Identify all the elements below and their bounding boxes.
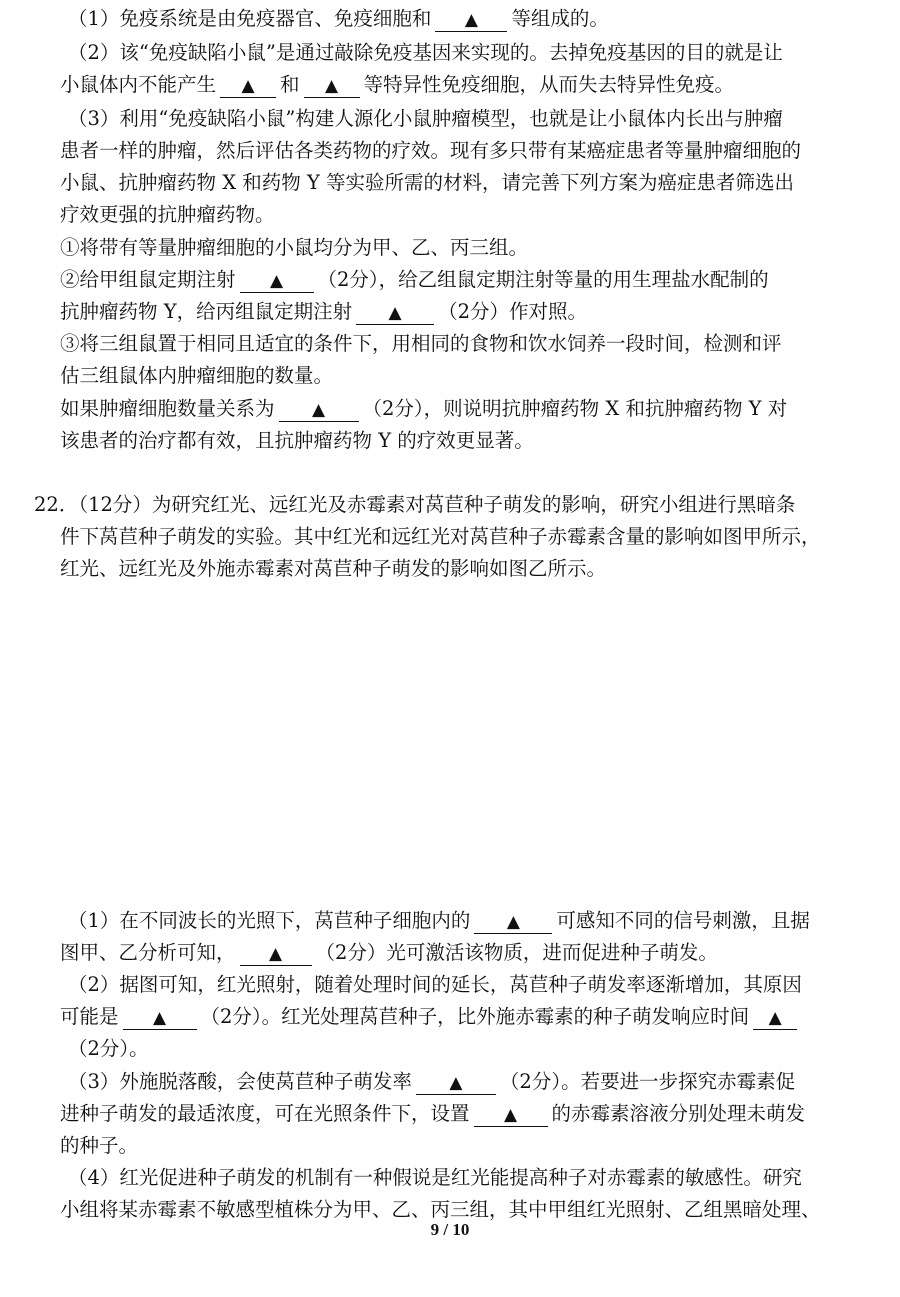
q22-part2-line2: 可能是 ▲ （2分）。红光处理莴苣种子，比外施赤霉素的种子萌发响应时间 ▲: [60, 1002, 801, 1032]
answer-blank[interactable]: ▲: [356, 301, 434, 325]
q22-intro-line3: 红光、远红光及外施赤霉素对莴苣种子萌发的影响如图乙所示。: [60, 557, 607, 580]
answer-blank[interactable]: ▲: [474, 1103, 548, 1127]
figure-area-blank: [60, 590, 850, 890]
q21-part2-line2: 小鼠体内不能产生 ▲ 和 ▲ 等特异性免疫细胞，从而失去特异性免疫。: [60, 73, 735, 96]
q21-part3-line4: 疗效更强的抗肿瘤药物。: [60, 203, 275, 226]
q21-step2-line1: ②给甲组鼠定期注射 ▲ （2分），给乙组鼠定期注射等量的用生理盐水配制的: [60, 268, 769, 291]
answer-blank[interactable]: ▲: [220, 74, 276, 98]
q21-part2-line1: （2）该“免疫缺陷小鼠”是通过敲除免疫基因来实现的。去掉免疫基因的目的就是让: [68, 41, 783, 64]
answer-blank[interactable]: ▲: [240, 942, 312, 966]
q22-part2-line3: （2分）。: [68, 1037, 149, 1060]
page-number: 9 / 10: [430, 1220, 470, 1239]
q22-part1-line2: 图甲、乙分析可知， ▲ （2分）光可激活该物质，进而促进种子萌发。: [60, 941, 718, 964]
q21-part3-line3: 小鼠、抗肿瘤药物 X 和药物 Y 等实验所需的材料，请完善下列方案为癌症患者筛选出: [60, 171, 795, 194]
q21-step3-line1: ③将三组鼠置于相同且适宜的条件下，用相同的食物和饮水饲养一段时间，检测和评: [60, 332, 782, 355]
q22-part4-line2: 小组将某赤霉素不敏感型植株分为甲、乙、丙三组，其中甲组红光照射、乙组黑暗处理、: [60, 1198, 821, 1221]
answer-blank[interactable]: ▲: [123, 1006, 197, 1030]
q22-part3-line3: 的种子。: [60, 1134, 139, 1157]
answer-blank[interactable]: ▲: [240, 269, 314, 293]
q21-conclusion-line1: 如果肿瘤细胞数量关系为 ▲ （2分），则说明抗肿瘤药物 X 和抗肿瘤药物 Y 对: [60, 397, 788, 420]
q21-part1: （1）免疫系统是由免疫器官、免疫细胞和 ▲ 等组成的。: [68, 7, 609, 30]
q22-part3-line1: （3）外施脱落酸，会使莴苣种子萌发率 ▲ （2分）。若要进一步探究赤霉素促: [68, 1070, 796, 1093]
q22-part3-line2: 进种子萌发的最适浓度，可在光照条件下，设置 ▲ 的赤霉素溶液分别处理未萌发: [60, 1102, 806, 1125]
answer-blank[interactable]: ▲: [753, 1006, 797, 1030]
q21-step3-line2: 估三组鼠体内肿瘤细胞的数量。: [60, 364, 334, 387]
q22-intro-line2: 件下莴苣种子萌发的实验。其中红光和远红光对莴苣种子赤霉素含量的影响如图甲所示，: [60, 525, 821, 548]
q22-part4-line1: （4）红光促进种子萌发的机制有一种假说是红光能提高种子对赤霉素的敏感性。研究: [68, 1166, 802, 1189]
q22-intro-line1: 22．（12分）为研究红光、远红光及赤霉素对莴苣种子萌发的影响，研究小组进行黑暗条: [34, 493, 796, 516]
q21-step2-line2: 抗肿瘤药物 Y，给丙组鼠定期注射 ▲ （2分）作对照。: [60, 300, 587, 323]
q22-part1-line1: （1）在不同波长的光照下，莴苣种子细胞内的 ▲ 可感知不同的信号刺激，且据: [68, 909, 810, 932]
answer-blank[interactable]: ▲: [279, 398, 359, 422]
q21-part3-line2: 患者一样的肿瘤，然后评估各类药物的疗效。现有多只带有某癌症患者等量肿瘤细胞的: [60, 139, 802, 162]
q21-step1: ①将带有等量肿瘤细胞的小鼠均分为甲、乙、丙三组。: [60, 236, 529, 259]
q21-part3-line1: （3）利用“免疫缺陷小鼠”构建人源化小鼠肿瘤模型，也就是让小鼠体内长出与肿瘤: [68, 107, 783, 130]
answer-blank[interactable]: ▲: [416, 1071, 496, 1095]
q22-part2-line1: （2）据图可知，红光照射，随着处理时间的延长，莴苣种子萌发率逐渐增加，其原因: [68, 973, 802, 996]
answer-blank[interactable]: ▲: [435, 8, 507, 32]
answer-blank[interactable]: ▲: [304, 74, 360, 98]
q21-conclusion-line2: 该患者的治疗都有效，且抗肿瘤药物 Y 的疗效更显著。: [60, 429, 534, 452]
answer-blank[interactable]: ▲: [474, 910, 552, 934]
